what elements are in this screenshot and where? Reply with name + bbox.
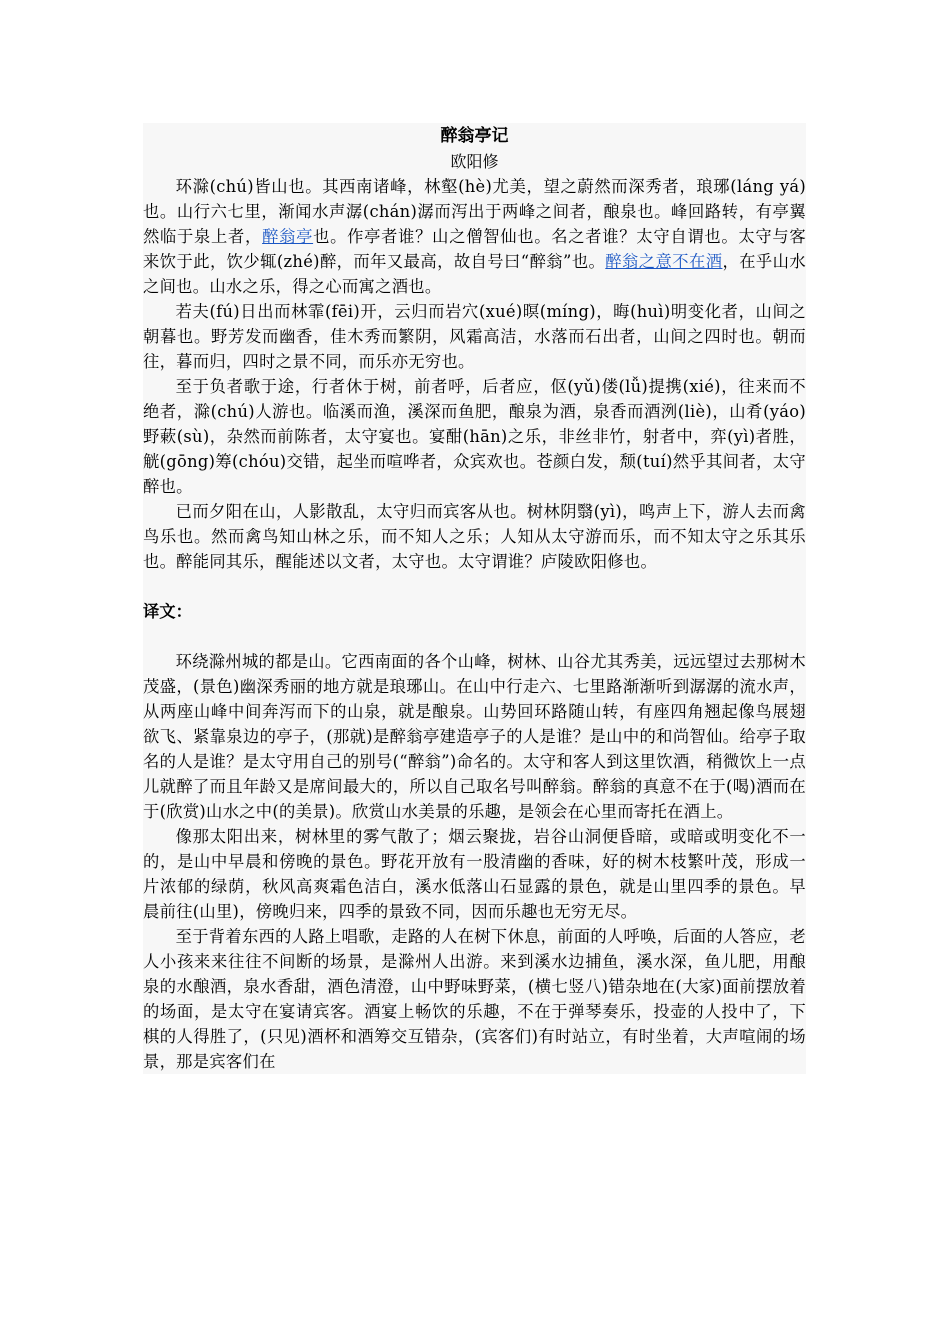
essay-title: 醉翁亭记 xyxy=(440,126,509,146)
original-paragraph-2: 若夫(fú)日出而林霏(fēi)开，云归而岩穴(xué)暝(míng)，晦(huì)明变化者，山间之朝暮也。野芳发而幽香，佳木秀而繁阴，风霜高洁，水落而石出者，山间之四时也。朝而往，暮而归，四时之景不同，而乐亦无穷也。 xyxy=(143,302,806,371)
original-paragraph-4: 已而夕阳在山，人影散乱，太守归而宾客从也。树林阴翳(yì)，鸣声上下，游人去而禽鸟乐也。然而禽鸟知山林之乐，而不知人之乐；人知从太守游而乐，而不知太守之乐其乐也。醉能同其乐，醒能述以文者，太守也。太守谓谁？庐陵欧阳修也。 xyxy=(143,502,806,571)
p1-text-end: ，在乎山水之间也。山水之乐，得之心而寓之酒也。 xyxy=(143,252,806,296)
translation-heading: 译文： xyxy=(143,602,192,621)
document-page xyxy=(143,123,806,1074)
translation-paragraph-1: 环绕滁州城的都是山。它西南面的各个山峰，树林、山谷尤其秀美，远远望过去那树木茂盛，(景色)幽深秀丽的地方就是琅琊山。在山中行走六、七里路渐渐听到潺潺的流水声，从两座山峰中间奔泻而下的山泉，就是酿泉。山势回环路随山转，有座四角翘起像鸟展翅欲飞、紧靠泉边的亭子，(那就)是醉翁亭建造亭子的人是谁？是山中的和尚智仙。给亭子取名的人是谁？是太守用自己的别号(“醉翁”)命名的。太守和客人到这里饮酒，稍微饮上一点儿就醉了而且年龄又是席间最大的，所以自己取名号叫醉翁。醉翁的真意不在于(喝)酒而在于(欣赏)山水之中(的美景)。欣赏山水美景的乐趣，是领会在心里而寄托在酒上。 xyxy=(143,652,806,821)
p1-text-middle: 也。作亭者谁？山之僧智仙也。名之者谁？太守自谓也。太守与客来饮于此，饮少辄(zhé)醉，而年又最高，故自号曰“醉翁”也。 xyxy=(143,227,806,271)
spacer xyxy=(143,624,806,649)
original-paragraph-1 xyxy=(143,174,806,299)
translation-paragraph-3: 至于背着东西的人路上唱歌，走路的人在树下休息，前面的人呼唤，后面的人答应，老人小孩来来往往不间断的场景，是滁州人出游。来到溪水边捕鱼，溪水深，鱼儿肥，用酿泉的水酿酒，泉水香甜，酒色清澄，山中野味野菜，(横七竖八)错杂地在(大家)面前摆放着的场面，是太守在宴请宾客。酒宴上畅饮的乐趣，不在于弹琴奏乐，投壶的人投中了，下棋的人得胜了，(只见)酒杯和酒筹交互错杂，(宾客们)有时站立，有时坐着，大声喧闹的场景，那是宾客们在 xyxy=(143,927,806,1071)
original-paragraph-3: 至于负者歌于途，行者休于树，前者呼，后者应，伛(yǔ)偻(lǚ)提携(xié)，往来而不绝者，滁(chú)人游也。临溪而渔，溪深而鱼肥，酿泉为酒，泉香而酒洌(liè)，山肴(yáo)野蔌(sù)，杂然而前陈者，太守宴也。宴酣(hān)之乐，非丝非竹，射者中，弈(yì)者胜，觥(gōng)筹(chóu)交错，起坐而喧哗者，众宾欢也。苍颜白发，颓(tuí)然乎其间者，太守醉也。 xyxy=(143,377,806,496)
p1-text-start: 环滁(chú)皆山也。其西南诸峰，林壑(hè)尤美，望之蔚然而深秀者，琅琊(láng yá)也。山行六七里，渐闻水声潺(chán)潺而泻出于两峰之间者，酿泉也。峰回路转，有亭翼然临于泉上者， xyxy=(143,177,806,246)
zuiweng-idiom-link[interactable]: 醉翁之意不在酒 xyxy=(605,252,723,271)
translation-paragraph-2: 像那太阳出来，树林里的雾气散了；烟云聚拢，岩谷山洞便昏暗，或暗或明变化不一的，是山中早晨和傍晚的景色。野花开放有一股清幽的香味，好的树木枝繁叶茂，形成一片浓郁的绿荫，秋风高爽霜色洁白，溪水低落山石显露的景色，就是山里四季的景色。早晨前往(山里)，傍晚归来，四季的景致不同，因而乐趣也无穷无尽。 xyxy=(143,827,806,921)
essay-author: 欧阳修 xyxy=(450,152,499,171)
zuiweng-pavilion-link[interactable]: 醉翁亭 xyxy=(262,227,314,246)
